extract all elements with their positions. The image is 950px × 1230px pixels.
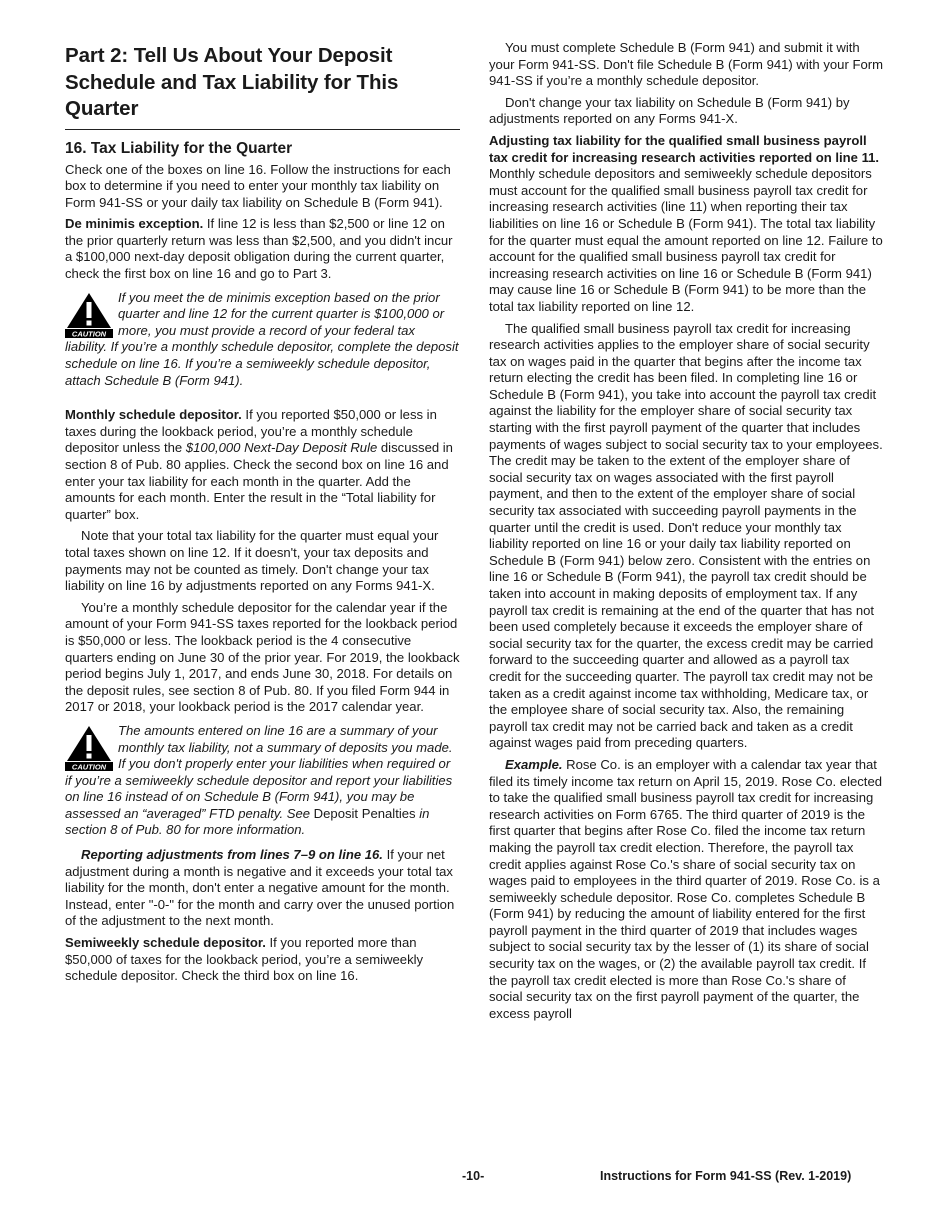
paragraph: The qualified small business payroll tax credit for increasing research activities applies to the employer share of social security tax on wages paid in the quarter that begins after the income tax return electing the credit has been filed. In completing line 16 or Schedule B (Form 941), you take into account the payroll tax credit against the liability for the employer share of social security tax starting with the first payroll payment of the quarter that includes payments of wages subject to social security tax to your employees. The credit may be taken to the extent of the employer share of social security tax on wages associated with the first payroll payment, and then to the extent of the employer share of social security tax associated with succeeding payroll payments in the quarter until the credit is used. Don't reduce your monthly tax liability reported on line 16 or your daily tax liability reported on Schedule B (Form 941) below zero. Consistent with the entries on line 16 or Schedule B (Form 941), the payroll tax credit should be taken into account in making deposits of employment tax. If any payroll tax credit is remaining at the end of the quarter that has not been used completely because it exceeds the employer share of social security tax for the quarter, the excess credit may be carried forward to the succeeding quarter and allowed as a payroll tax credit for the succeeding quarter. The payroll tax credit may not be taken as a credit against income tax withholding, Medicare tax, or the employee share of social security tax. Also, the remaining payroll tax credit may not be carried back and taken as a credit against wages paid from preceding quarters. [489,320,883,751]
caution-text: in section 8 of Pub. 80 for more information. [65,805,430,838]
run-in-heading: Reporting adjustments from lines 7–9 on line 16. [81,847,383,863]
paragraph: You must complete Schedule B (Form 941) and submit it with your Form 941-SS. Don't file Schedule B (Form 941) with your Form 941-SS if you’re a monthly schedule depositor. [489,40,883,89]
paragraph: Don't change your tax liability on Schedule B (Form 941) by adjustments reported on any Forms 941-X. [489,94,850,127]
paragraph-text: If line 12 is less than $2,500 or line 12 on the prior quarterly return was less than $2,500, and you didn't incur a $100,000 next-day deposit obligation during the current quarter, check the first box on line 16 and go to Part 3. [65,216,453,282]
caution-icon [65,292,113,338]
left-column [65,40,460,990]
section-heading: Part 2: Tell Us About Your Deposit Schedule and Tax Liability for This Quarter [65,44,399,120]
paragraph: You’re a monthly schedule depositor for the calendar year if the amount of your Form 941-SS taxes reported for the lookback period is $50,000 or less. The lookback period is the 4 consecutive quarters ending on June 30 of the prior year. For 2019, the lookback period begins July 1, 2017, and ends June 30, 2018. For details on the deposit rules, see section 8 of Pub. 80. If you filed Form 944 in 2017 or 2018, your lookback period is the 2017 calendar year. [65,599,460,715]
run-in-heading: Example. [505,756,563,772]
paragraph-text: Rose Co. is an employer with a calendar tax year that filed its timely income tax return on April 15, 2019. Rose Co. elected to take the qualified small business payroll tax credit for increasing research activities on Form 6765. The third quarter of 2019 is the first quarter that begins after Rose Co. filed the income tax return making the payroll tax credit election. Therefore, the payroll tax credit applies against Rose Co.'s share of social security tax on wages paid to employees in the third quarter of 2019. Rose Co. is a semiweekly schedule depositor. Rose Co. completes Schedule B (Form 941) by reducing the amount of liability entered for the first payroll payment in the third quarter of 2019 that includes wages subject to social security tax by the lesser of (1) its share of social security tax on the wages, or (2) the available payroll tax credit. If the payroll tax credit elected is more than Rose Co.'s share of social security tax on the first payroll payment of the quarter, the excess payroll [489,756,883,1021]
caution-note [65,723,460,839]
paragraph-semiweekly-depositor [65,935,460,985]
run-in-heading: Semiweekly schedule depositor. [65,935,266,951]
paragraph: Note that your total tax liability for the quarter must equal your total taxes shown on line 12. If it doesn't, your tax deposits and payments may not be counted as timely. Don't change your tax liability on line 16 by adjustments reported on any Forms 941-X. [65,528,439,594]
form-title-footer: Instructions for Form 941-SS (Rev. 1-2019) [600,1169,852,1183]
paragraph-adjusting-tax-liability [489,133,883,316]
paragraph-de-minimis [65,216,460,282]
paragraph-example [489,757,883,1023]
caution-note [65,290,460,390]
caution-text: The amounts entered on line 16 are a summary of your monthly tax liability, not a summary of deposits you made. If you don't properly enter your liabilities when required or if you’re a semiweekly schedule depositor and report your liabilities on line 16 instead of on Schedule B (Form 941), you may be assessed an “averaged” FTD penalty. See [65,722,453,821]
italic-reference: $100,000 Next-Day Deposit Rule [185,440,378,456]
caution-icon-label: CAUTION [71,762,107,771]
paragraph-text: If your net adjustment during a month is negative and it exceeds your total tax liability for the month, don't enter a negative amount for the month. Instead, enter "-0-" for the month and carry over the unused portion of the adjustment to the next month. [65,847,455,929]
caution-icon [65,725,113,771]
subsection-heading: 16. Tax Liability for the Quarter [65,139,293,157]
paragraph-monthly-depositor [65,407,460,523]
paragraph-text: If you reported $50,000 or less in taxes during the lookback period, you’re a monthly schedule depositor unless the [65,407,437,456]
heading-divider [65,129,460,130]
paragraph: Check one of the boxes on line 16. Follow the instructions for each box to determine if you need to enter your monthly tax liability on Form 941-SS or your daily tax liability on Schedule B (Form 941). [65,161,451,210]
page-number: -10- [462,1169,485,1183]
paragraph-reporting-adjustments [65,847,460,930]
paragraph-text: Monthly schedule depositors and semiweekly schedule depositors must account for the qualified small business payroll tax credit for increasing research activities (line 11) when reporting their tax liabilities on line 16 or Schedule B (Form 941). The total tax liability for the quarter must equal the amount reported on line 12. Failure to account for the qualified small business payroll tax credit for increasing research activities on line 16 or Schedule B (Form 941) may cause line 16 or Schedule B (Form 941) to be more than the total tax liability reported on line 12. [489,166,883,314]
caution-reference: Deposit Penalties [313,805,416,821]
paragraph-text: If you reported more than $50,000 of taxes for the lookback period, you’re a semiweekly schedule depositor. Check the third box on line 16. [65,935,424,984]
run-in-heading: Adjusting tax liability for the qualified small business payroll tax credit for increasing research activities reported on line 11. [489,132,880,165]
caution-text: If you meet the de minimis exception based on the prior quarter and line 12 for the current quarter is $100,000 or more, you must provide a record of your federal tax liability. If you’re a monthly schedule depositor, complete the deposit schedule on line 16. If you’re a semiweekly schedule depositor, attach Schedule B (Form 941). [65,289,459,388]
caution-icon-label: CAUTION [71,329,107,338]
right-column [489,40,883,1027]
run-in-heading: Monthly schedule depositor. [65,407,242,423]
paragraph-text: discussed in section 8 of Pub. 80 applies. Check the second box on line 16 and enter your tax liability for each month in the quarter. Add the amounts for each month. Enter the result in the “Total liability for quarter” box. [65,440,453,522]
run-in-heading: De minimis exception. [65,216,204,232]
